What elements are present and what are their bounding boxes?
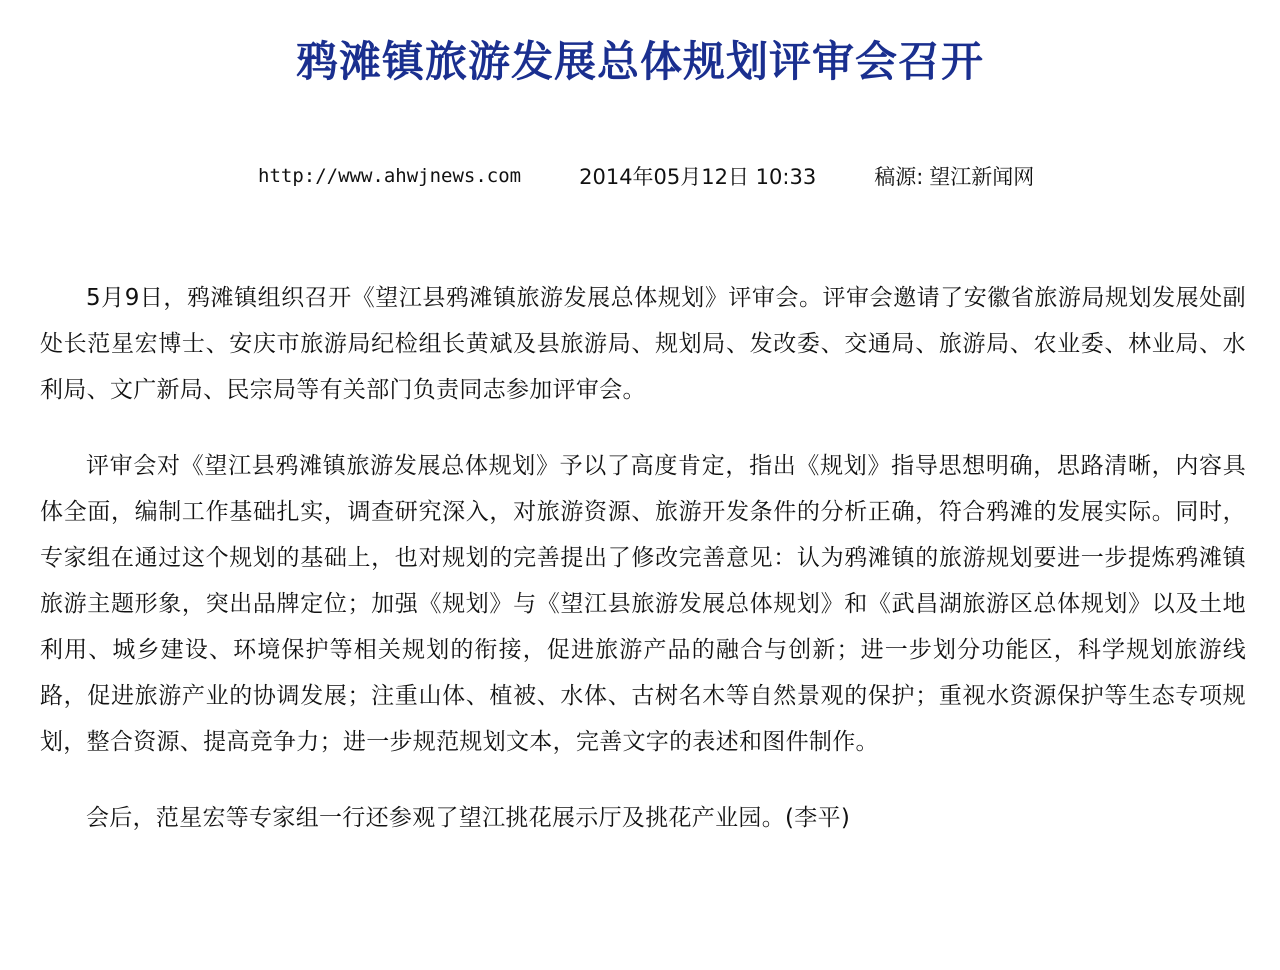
article-paragraph: 评审会对《望江县鸦滩镇旅游发展总体规划》予以了高度肯定，指出《规划》指导思想明确，思路清晰，内容具体全面，编制工作基础扎实，调查研究深入，对旅游资源、旅游开发条件的分析正确，符合鸦滩的发展实际。同时，专家组在通过这个规划的基础上，也对规划的完善提出了修改完善意见：认为鸦滩镇的旅游规划要进一步提炼鸦滩镇旅游主题形象，突出品牌定位；加强《规划》与《望江县旅游发展总体规划》和《武昌湖旅游区总体规划》以及土地利用、城乡建设、环境保护等相关规划的衔接，促进旅游产品的融合与创新；进一步划分功能区，科学规划旅游线路，促进旅游产业的协调发展；注重山体、植被、水体、古树名木等自然景观的保护；重视水资源保护等生态专项规划，整合资源、提高竞争力；进一步规范规划文本，完善文字的表述和图件制作。 bbox=[40, 453, 1246, 755]
article-paragraph: 会后，范星宏等专家组一行还参观了望江挑花展示厅及挑花产业园。(李平) bbox=[86, 805, 851, 831]
article-title: 鸦滩镇旅游发展总体规划评审会召开 bbox=[295, 37, 984, 86]
article-body bbox=[40, 275, 1246, 871]
source-url: http://www.ahwjnews.com bbox=[258, 165, 522, 187]
source-label: 稿源: bbox=[874, 165, 924, 189]
publish-date: 2014年05月12日 10:33 bbox=[579, 165, 817, 189]
article-paragraph: 5月9日，鸦滩镇组织召开《望江县鸦滩镇旅游发展总体规划》评审会。评审会邀请了安徽省旅游局规划发展处副处长范星宏博士、安庆市旅游局纪检组长黄斌及县旅游局、规划局、发改委、交通局、旅游局、农业委、林业局、水利局、文广新局、民宗局等有关部门负责同志参加评审会。 bbox=[40, 285, 1246, 403]
source-name: 望江新闻网 bbox=[929, 165, 1035, 189]
article-meta bbox=[258, 160, 1034, 192]
